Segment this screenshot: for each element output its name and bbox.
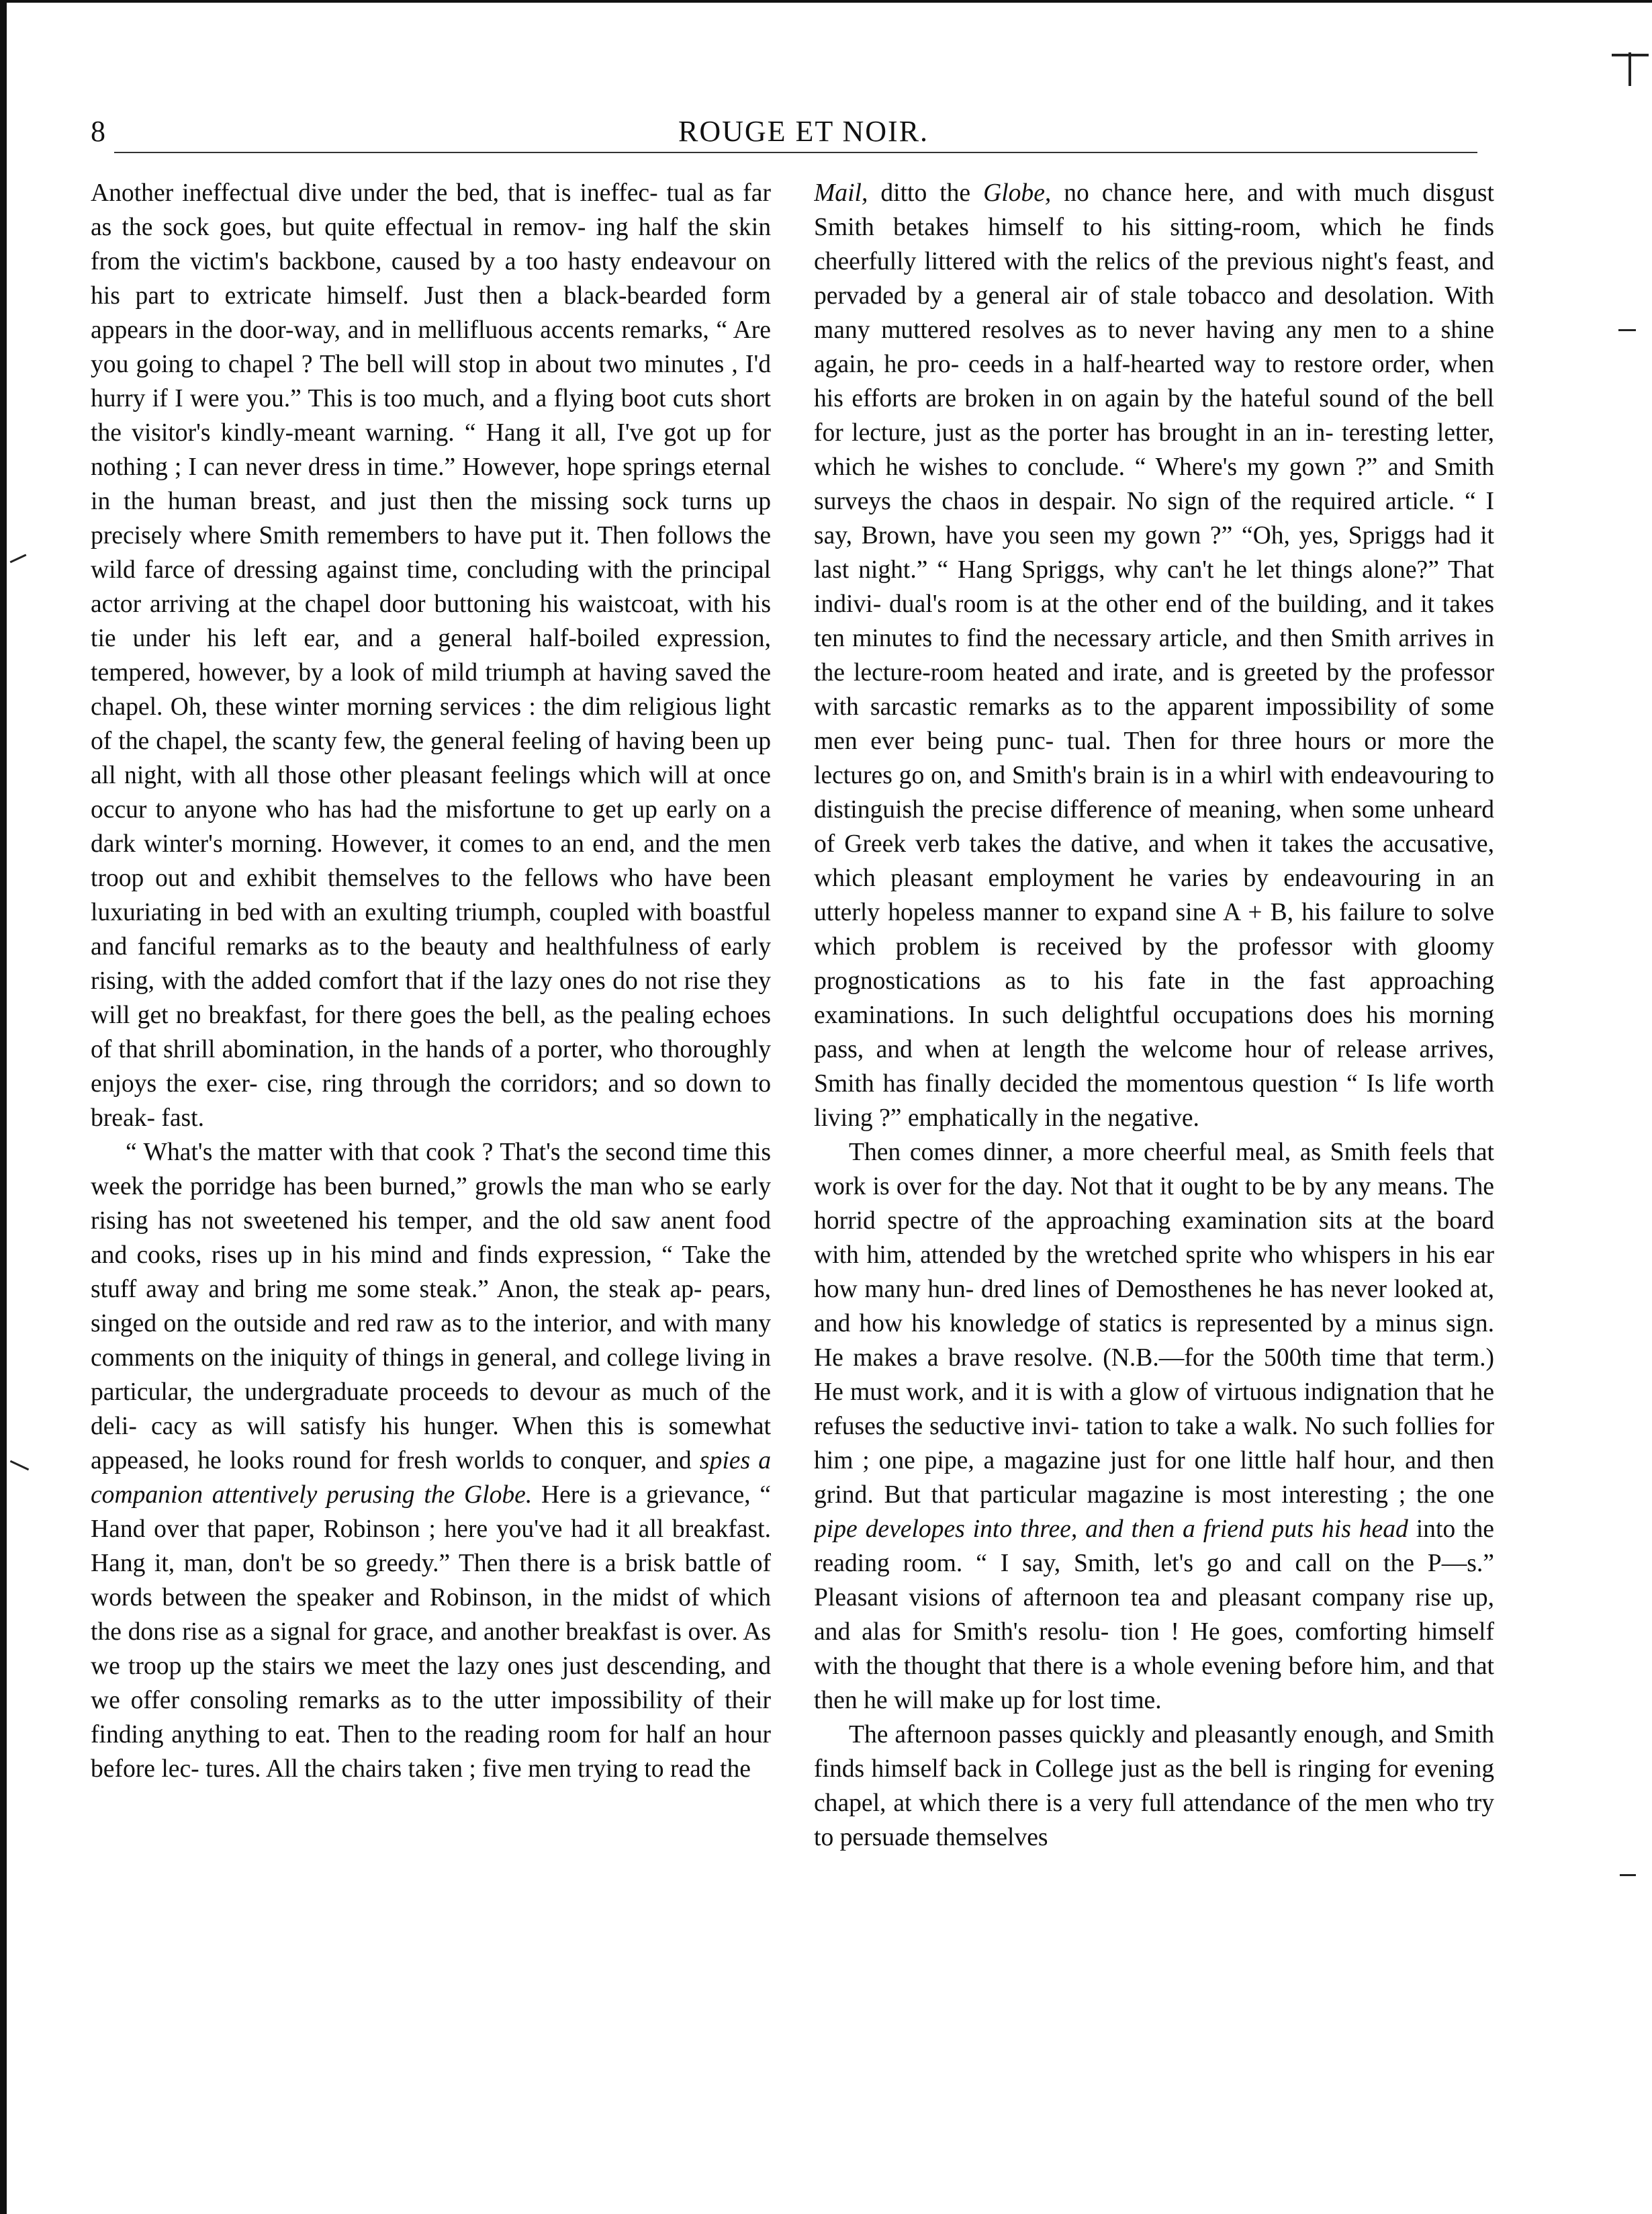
paragraph: [91, 1135, 771, 1786]
italic-text: pipe developes into three, and then a friend puts his head: [814, 1515, 1408, 1543]
italic-text: Mail,: [814, 179, 868, 207]
scan-margin-mark: [10, 554, 27, 564]
scan-margin-mark: [1618, 329, 1636, 331]
scan-left-edge: [0, 0, 7, 2214]
header-rule: [114, 152, 1477, 153]
paragraph: Another ineffectual dive under the bed, that is ineffec- tual as far as the sock goes, but quite effectual in remov- ing half the skin from the victim's backbone, caused by a too hasty endeavour on his part to extricate himself. Just then a black-bearded form appears in the door-way, and in mellifluous accents remarks, “ Are you going to chapel ? The bell will stop in about two minutes , I'd hurry if I were you.” This is too much, and a flying boot cuts short the visitor's kindly-meant warning. “ Hang it all, I've got up for nothing ; I can never dress in time.” However, hope springs eternal in the human breast, and just then the missing sock turns up precisely where Smith remembers to have put it. Then follows the wild farce of dressing against time, concluding with the principal actor arriving at the chapel door buttoning his waistcoat, with his tie under his left ear, and a general half-boiled expression, tempered, however, by a look of mild triumph at having saved the chapel. Oh, these winter morning services : the dim religious light of the chapel, the scanty few, the general feeling of having been up all night, with all those other pleasant feelings which will at once occur to anyone who has had the misfortune to get up early on a dark winter's morning. However, it comes to an end, and the men troop out and exhibit themselves to the fellows who have been luxuriating in bed with an exulting triumph, coupled with boastful and fanciful remarks as to the beauty and healthfulness of early rising, with the added comfort that if the lazy ones do not rise they will get no breakfast, for there goes the bell, as the pealing echoes of that shrill abomination, in the hands of a porter, who thoroughly enjoys the exer- cise, ring through the corridors; and so down to break- fast.: [91, 179, 771, 1132]
right-column: [814, 176, 1494, 2164]
paragraph: [814, 1135, 1494, 1718]
italic-text: spies a companion attentively perusing the Globe.: [91, 1447, 771, 1509]
paragraph-text: ditto the: [868, 179, 984, 207]
paragraph: The afternoon passes quickly and pleasantly enough, and Smith finds himself back in College just as the bell is ringing for evening chapel, at which there is a very full attendance of the men who try to persuade themselves: [814, 1721, 1494, 1851]
left-column: [91, 176, 771, 2164]
italic-text: Globe,: [983, 179, 1052, 207]
paragraph: [814, 176, 1494, 1135]
paragraph-text: no chance here, and with much disgust Smith betakes himself to his sitting-room, which he finds cheerfully littered with the relics of the previous night's feast, and pervaded by a general air of stale tobacco and desolation. With many muttered resolves as to never having any men to a shine again, he pro- ceeds in a half-hearted way to restore order, when his efforts are broken in on again by the hateful sound of the bell for lecture, just as the porter has brought in an in- teresting letter, which he wishes to conclude. “ Where's my gown ?” and Smith surveys the chaos in despair. No sign of the required article. “ I say, Brown, have you seen my gown ?” “Oh, yes, Spriggs had it last night.” “ Hang Spriggs, why can't he let things alone?” That indivi- dual's room is at the other end of the building, and it takes ten minutes to find the necessary article, and then Smith arrives in the lecture-room heated and irate, and is greeted by the professor with sarcastic remarks as to the apparent impossibility of some men ever being punc- tual. Then for three hours or more the lectures go on, and Smith's brain is in a whirl with endeavouring to distinguish the precise difference of meaning, when some unheard of Greek verb takes the dative, and when it takes the accusative, which pleasant employment he varies by endeavouring in an utterly hopeless manner to expand sine A + B, his failure to solve which problem is received by the professor with gloomy prognostications as to his fate in the fast approaching examinations. In such delightful occupations does his morning pass, and when at length the welcome hour of release arrives, Smith has finally decided the momentous question “ Is life worth living ?” emphatically in the negative.: [814, 179, 1494, 1132]
paragraph-text: into the reading room. “ I say, Smith, let's go and call on the P—s.” Pleasant visions of afternoon tea and pleasant company rise up, and alas for Smith's resolu- tion ! He goes, comforting himself with the thought that there is a whole evening before him, and that then he will make up for lost time.: [814, 1515, 1494, 1714]
running-head: ROUGE ET NOIR.: [678, 115, 929, 148]
scan-margin-mark: [10, 1460, 29, 1470]
page-number: 8: [91, 115, 105, 148]
scan-margin-mark: [1628, 52, 1631, 86]
paragraph-text: Then comes dinner, a more cheerful meal, as Smith feels that work is over for the day. Not that it ought to be by any means. The horrid spectre of the approaching examination sits at the board with him, attended by the wretched sprite who whispers in his ear how many hun- dred lines of Demosthenes he has never looked at, and how his knowledge of statics is represented by a minus sign. He makes a brave resolve. (N.B.—for the 500th time that term.) He must work, and it is with a glow of virtuous indignation that he refuses the seductive invi- tation to take a walk. No such follies for him ; one pipe, a magazine just for one little half hour, and then grind. But that particular magazine is most interesting ; the one: [814, 1139, 1494, 1509]
scan-top-edge: [0, 0, 1652, 3]
paragraph-text: Here is a grievance, “ Hand over that paper, Robinson ; here you've had it all breakfast. Hang it, man, don't be so greedy.” Then there is a brisk battle of words between the speaker and Robinson, in the midst of which the dons rise as a signal for grace, and another breakfast is over. As we troop up the stairs we meet the lazy ones just descending, and we offer consoling remarks as to the utter impossibility of their finding anything to eat. Then to the reading room for half an hour before lec- tures. All the chairs taken ; five men trying to read the: [91, 1481, 771, 1783]
scan-margin-mark: [1620, 1874, 1636, 1876]
paragraph-text: “ What's the matter with that cook ? That's the second time this week the porridge has been burned,” growls the man who se early rising has not sweetened his temper, and the old saw anent food and cooks, rises up in his mind and finds expression, “ Take the stuff away and bring me some steak.” Anon, the steak ap- pears, singed on the outside and red raw as to the interior, and with many comments on the iniquity of things in general, and college living in particular, the undergraduate proceeds to devour as much of the deli- cacy as will satisfy his hunger. When this is somewhat appeased, he looks round for fresh worlds to conquer, and: [91, 1139, 771, 1474]
